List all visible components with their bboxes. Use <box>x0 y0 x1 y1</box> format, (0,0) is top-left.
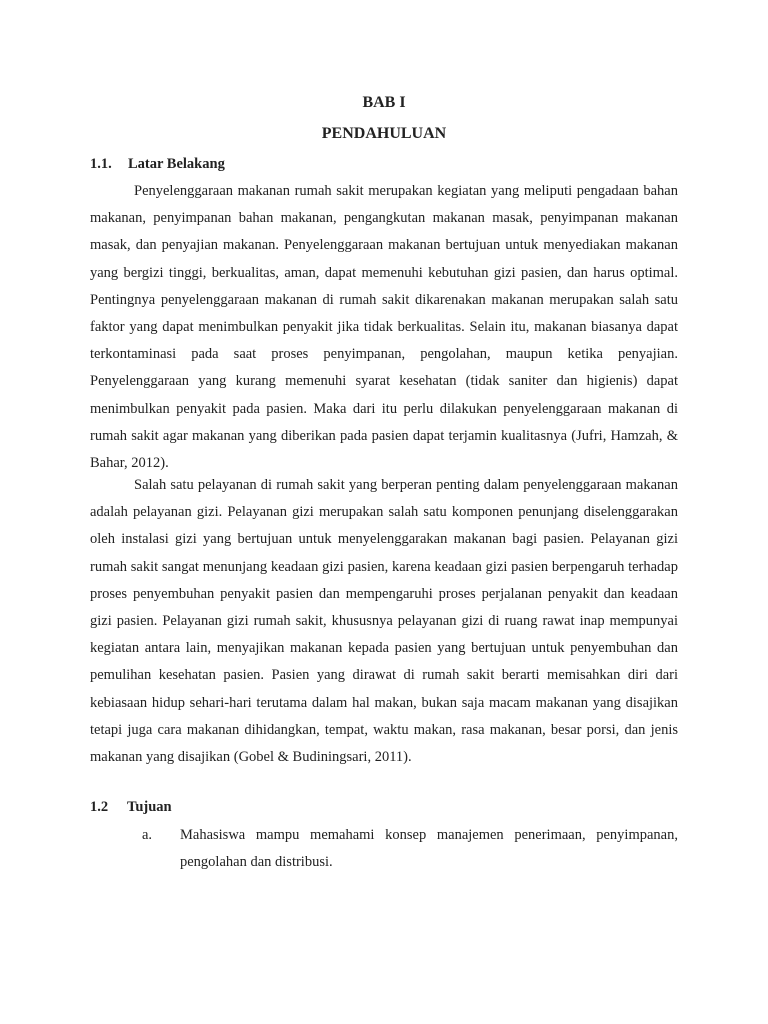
section-title: Tujuan <box>127 799 172 815</box>
chapter-label: BAB I <box>362 94 406 111</box>
section-heading-tujuan <box>90 799 172 816</box>
section-heading-latar-belakang <box>90 156 225 173</box>
chapter-title: PENDAHULUAN <box>321 125 447 142</box>
list-item-text: Mahasiswa mampu memahami konsep manajemen penerimaan, penyimpanan, pengolahan dan distribusi. <box>180 827 678 871</box>
list-item <box>90 822 678 876</box>
section-number: 1.2 <box>90 799 109 815</box>
section-number: 1.1. <box>90 156 112 172</box>
body-paragraph: Salah satu pelayanan di rumah sakit yang berperan penting dalam penyelenggaraan makanan adalah pelayanan gizi. Pelayanan gizi merupakan salah satu komponen penunjang diselenggarakan oleh instalasi gizi yang bertujuan untuk menyelenggarakan makanan bagi pasien. Pelayanan gizi rumah sakit sangat menunjang keadaan gizi pasien, karena keadaan gizi pasien berpengaruh terhadap proses penyembuhan penyakit pasien dan mempengaruhi proses perjalanan penyakit dan keadaan gizi pasien. Pelayanan gizi rumah sakit, khususnya pelayanan gizi di ruang rawat inap mempunyai kegiatan antara lain, menyajikan makanan kepada pasien yang bertujuan untuk penyembuhan dan pemulihan kesehatan pasien. Pasien yang dirawat di rumah sakit berarti memisahkan diri dari kebiasaan hidup sehari-hari terutama dalam hal makan, bukan saja macam makanan yang disajikan tetapi juga cara makanan dihidangkan, tempat, waktu makan, rasa makanan, besar porsi, dan jenis makanan yang disajikan (Gobel & Budiningsari, 2011). <box>90 477 678 766</box>
list-marker: a. <box>142 827 153 843</box>
body-paragraph: Penyelenggaraan makanan rumah sakit merupakan kegiatan yang meliputi pengadaan bahan makanan, penyimpanan bahan makanan, pengangkutan makanan masak, penyimpanan makanan masak, dan penyajian makanan. Penyelenggaraan makanan bertujuan untuk menyediakan makanan yang bergizi tinggi, berkualitas, aman, dapat memenuhi kebutuhan gizi pasien, dan harus optimal. Pentingnya penyelenggaraan makanan di rumah sakit dikarenakan makanan merupakan salah satu faktor yang dapat menimbulkan penyakit jika tidak berkualitas. Selain itu, makanan biasanya dapat terkontaminasi pada saat proses penyimpanan, pengolahan, maupun ketika penyajian. Penyelenggaraan yang kurang memenuhi syarat kesehatan (tidak saniter dan higienis) dapat menimbulkan penyakit pada pasien. Maka dari itu perlu dilakukan penyelenggaraan makanan di rumah sakit agar makanan yang diberikan pada pasien dapat terjamin kualitasnya (Jufri, Hamzah, & Bahar, 2012). <box>90 183 678 472</box>
section-title: Latar Belakang <box>128 156 225 172</box>
